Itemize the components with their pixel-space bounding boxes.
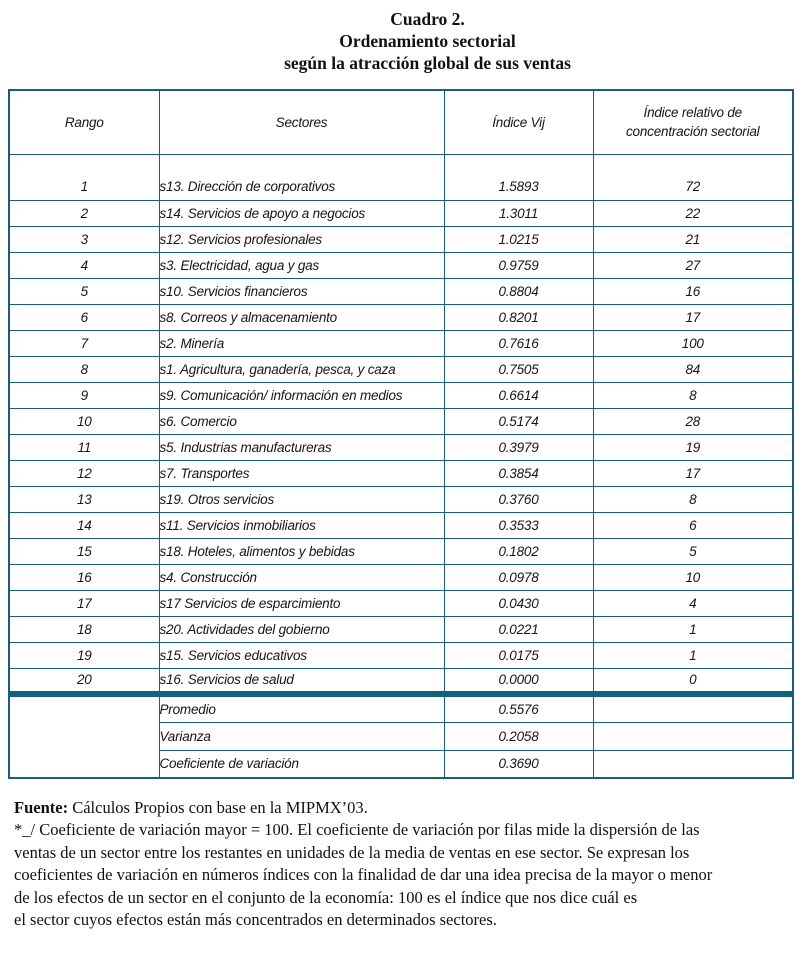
sector-cell: s9. Comunicación/ información en medios	[159, 382, 444, 408]
rango-cell: 16	[9, 564, 159, 590]
rango-cell: 7	[9, 330, 159, 356]
sector-cell: s20. Actividades del gobierno	[159, 616, 444, 642]
rango-cell: 5	[9, 278, 159, 304]
indice-vij-cell: 0.7505	[444, 356, 593, 382]
rango-cell: 13	[9, 486, 159, 512]
title-line-2: Ordenamiento sectorial	[339, 31, 516, 51]
title-line-3: según la atracción global de sus ventas	[284, 53, 571, 73]
table-row	[9, 200, 793, 226]
sector-cell: s18. Hoteles, alimentos y bebidas	[159, 538, 444, 564]
indice-vij-cell: 0.7616	[444, 330, 593, 356]
concentracion-cell: 28	[593, 408, 793, 434]
rango-cell: 14	[9, 512, 159, 538]
concentracion-cell: 19	[593, 434, 793, 460]
sector-cell: s16. Servicios de salud	[159, 668, 444, 694]
sector-cell: s12. Servicios profesionales	[159, 226, 444, 252]
footer-notes	[14, 797, 785, 931]
fuente-label: Fuente:	[14, 798, 69, 817]
rango-cell: 4	[9, 252, 159, 278]
indice-vij-cell: 0.0000	[444, 668, 593, 694]
concentracion-cell: 21	[593, 226, 793, 252]
indice-vij-cell: 1.5893	[444, 154, 593, 200]
rango-cell: 3	[9, 226, 159, 252]
table-row	[9, 382, 793, 408]
table-row	[9, 226, 793, 252]
rango-cell: 12	[9, 460, 159, 486]
concentracion-cell: 17	[593, 304, 793, 330]
table-row	[9, 304, 793, 330]
header-row	[9, 90, 793, 154]
concentracion-cell: 0	[593, 668, 793, 694]
summary-value-cell: 0.2058	[444, 722, 593, 750]
footnote-line: el sector cuyos efectos están más concentrados en determinados sectores.	[14, 910, 497, 930]
table-row	[9, 642, 793, 668]
rango-cell: 6	[9, 304, 159, 330]
table-row	[9, 590, 793, 616]
rango-cell: 9	[9, 382, 159, 408]
indice-vij-cell: 0.3979	[444, 434, 593, 460]
sector-cell: s17 Servicios de esparcimiento	[159, 590, 444, 616]
concentracion-cell: 100	[593, 330, 793, 356]
table-row	[9, 616, 793, 642]
summary-blank-cell	[593, 750, 793, 778]
rango-cell: 8	[9, 356, 159, 382]
concentracion-cell: 22	[593, 200, 793, 226]
indice-vij-cell: 0.0221	[444, 616, 593, 642]
table-body	[9, 154, 793, 694]
footnote-line: coeficientes de variación en números índices con la finalidad de dar una idea precisa de la mayor o menor	[14, 865, 713, 885]
summary-value-cell: 0.3690	[444, 750, 593, 778]
rango-cell: 18	[9, 616, 159, 642]
table-row	[9, 330, 793, 356]
sector-cell: s15. Servicios educativos	[159, 642, 444, 668]
col-header-indice-vij: Índice Vij	[444, 90, 593, 154]
rango-cell: 17	[9, 590, 159, 616]
footnote-block	[14, 819, 785, 931]
indice-vij-cell: 0.3760	[444, 486, 593, 512]
summary-value-cell: 0.5576	[444, 694, 593, 722]
sector-cell: s5. Industrias manufactureras	[159, 434, 444, 460]
summary-empty-cell	[9, 694, 159, 778]
col-header-rango: Rango	[9, 90, 159, 154]
summary-blank-cell	[593, 694, 793, 722]
table-summary	[9, 694, 793, 778]
summary-label-cell: Coeficiente de variación	[159, 750, 444, 778]
footnote-line: de los efectos de un sector en el conjunto de la economía: 100 es el índice que nos dice cuál es	[14, 887, 638, 907]
concentracion-cell: 1	[593, 616, 793, 642]
rango-cell: 10	[9, 408, 159, 434]
summary-row	[9, 694, 793, 722]
table-row	[9, 408, 793, 434]
indice-vij-cell: 0.5174	[444, 408, 593, 434]
table-title	[0, 0, 799, 74]
summary-label-cell: Varianza	[159, 722, 444, 750]
concentracion-cell: 84	[593, 356, 793, 382]
indice-vij-cell: 0.0978	[444, 564, 593, 590]
concentracion-cell: 16	[593, 278, 793, 304]
concentracion-cell: 8	[593, 486, 793, 512]
indice-vij-cell: 0.0175	[444, 642, 593, 668]
rango-cell: 1	[9, 154, 159, 200]
indice-vij-cell: 0.3854	[444, 460, 593, 486]
indice-vij-cell: 1.0215	[444, 226, 593, 252]
sector-cell: s13. Dirección de corporativos	[159, 154, 444, 200]
sector-cell: s4. Construcción	[159, 564, 444, 590]
sector-cell: s1. Agricultura, ganadería, pesca, y caza	[159, 356, 444, 382]
table-row	[9, 512, 793, 538]
footnote-line: *_/ Coeficiente de variación mayor = 100. El coeficiente de variación por filas mide la dispersión de las	[14, 820, 700, 840]
table-row	[9, 252, 793, 278]
summary-blank-cell	[593, 722, 793, 750]
concentracion-cell: 5	[593, 538, 793, 564]
sector-cell: s7. Transportes	[159, 460, 444, 486]
sector-cell: s6. Comercio	[159, 408, 444, 434]
indice-vij-cell: 0.1802	[444, 538, 593, 564]
table-row	[9, 434, 793, 460]
concentracion-cell: 10	[593, 564, 793, 590]
footnote-line: ventas de un sector entre los restantes en unidades de la media de ventas en ese sector. Se expresan los	[14, 842, 690, 862]
rango-cell: 15	[9, 538, 159, 564]
sector-cell: s3. Electricidad, agua y gas	[159, 252, 444, 278]
table-header	[9, 90, 793, 154]
rango-cell: 20	[9, 668, 159, 694]
concentracion-cell: 17	[593, 460, 793, 486]
concentracion-cell: 8	[593, 382, 793, 408]
concentracion-cell: 4	[593, 590, 793, 616]
summary-label-cell: Promedio	[159, 694, 444, 722]
rango-cell: 11	[9, 434, 159, 460]
indice-vij-cell: 0.9759	[444, 252, 593, 278]
concentracion-cell: 6	[593, 512, 793, 538]
indice-vij-cell: 0.0430	[444, 590, 593, 616]
table-row	[9, 486, 793, 512]
table-row	[9, 538, 793, 564]
sector-cell: s2. Minería	[159, 330, 444, 356]
table-row	[9, 564, 793, 590]
table-row	[9, 356, 793, 382]
indice-vij-cell: 0.3533	[444, 512, 593, 538]
col-header-concentracion-line1: Índice relativo de	[643, 105, 742, 121]
rango-cell: 19	[9, 642, 159, 668]
indice-vij-cell: 0.8201	[444, 304, 593, 330]
sector-cell: s19. Otros servicios	[159, 486, 444, 512]
table-row	[9, 668, 793, 694]
sector-cell: s10. Servicios financieros	[159, 278, 444, 304]
indice-vij-cell: 0.6614	[444, 382, 593, 408]
rango-cell: 2	[9, 200, 159, 226]
sector-ranking-table	[8, 89, 794, 779]
table-row	[9, 460, 793, 486]
table-row	[9, 278, 793, 304]
sector-cell: s11. Servicios inmobiliarios	[159, 512, 444, 538]
sector-cell: s8. Correos y almacenamiento	[159, 304, 444, 330]
table-row	[9, 154, 793, 200]
col-header-concentracion	[593, 90, 793, 154]
fuente-text: Cálculos Propios con base en la MIPMX’03.	[68, 798, 368, 817]
sector-cell: s14. Servicios de apoyo a negocios	[159, 200, 444, 226]
title-line-1: Cuadro 2.	[390, 9, 465, 29]
fuente-line	[14, 797, 785, 819]
col-header-sectores: Sectores	[159, 90, 444, 154]
concentracion-cell: 72	[593, 154, 793, 200]
indice-vij-cell: 0.8804	[444, 278, 593, 304]
concentracion-cell: 27	[593, 252, 793, 278]
col-header-concentracion-line2: concentración sectorial	[626, 124, 760, 140]
concentracion-cell: 1	[593, 642, 793, 668]
indice-vij-cell: 1.3011	[444, 200, 593, 226]
